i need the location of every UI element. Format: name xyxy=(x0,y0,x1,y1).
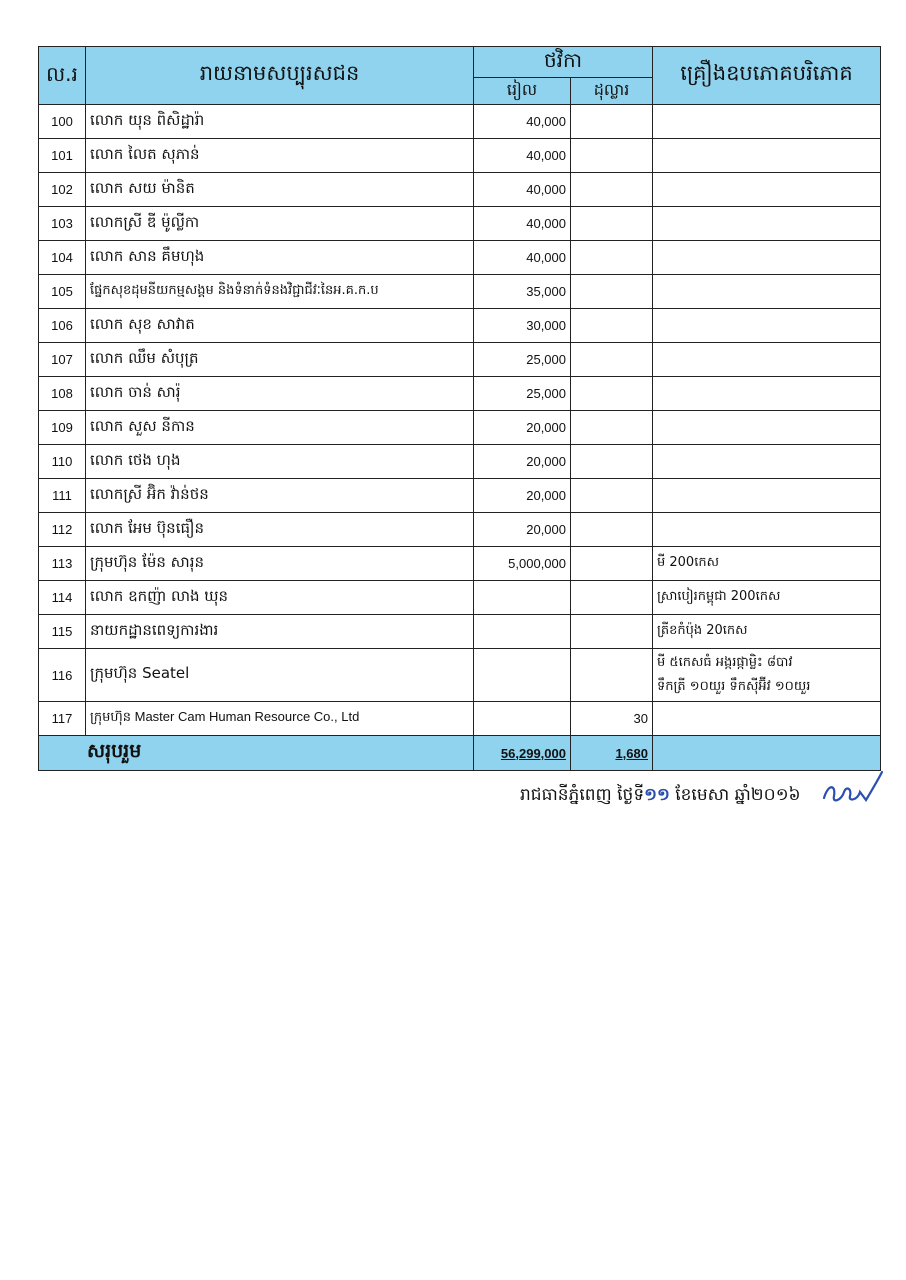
donor-name: លោក អែម ប៊ុនធឿន xyxy=(86,513,474,547)
goods-line: មី ៥កេសធំ អង្ករផ្កាម្លិះ ៨បាវ xyxy=(657,655,793,670)
donor-name: លោក លៃត សុភាន់ xyxy=(86,139,474,173)
total-row xyxy=(39,736,881,771)
amount-usd xyxy=(571,343,653,377)
donor-name: លោក ឧកញ៉ា លាង ឃុន xyxy=(86,581,474,615)
goods-donated xyxy=(653,309,881,343)
amount-usd xyxy=(571,377,653,411)
table-row xyxy=(39,702,881,736)
amount-riel: 25,000 xyxy=(474,343,571,377)
table-row xyxy=(39,649,881,702)
amount-riel: 20,000 xyxy=(474,411,571,445)
goods-donated xyxy=(653,479,881,513)
donor-name: លោក ថេង ហុង xyxy=(86,445,474,479)
row-number: 106 xyxy=(39,309,86,343)
row-number: 116 xyxy=(39,649,86,702)
total-label: សរុបរួម xyxy=(39,736,474,771)
donor-table-sheet xyxy=(38,46,881,771)
table-row xyxy=(39,377,881,411)
amount-riel: 40,000 xyxy=(474,139,571,173)
amount-usd xyxy=(571,173,653,207)
goods-donated xyxy=(653,343,881,377)
donor-name: លោក ឈឹម សំបុត្រ xyxy=(86,343,474,377)
goods-donated xyxy=(653,445,881,479)
goods-donated xyxy=(653,513,881,547)
amount-riel xyxy=(474,615,571,649)
amount-usd xyxy=(571,649,653,702)
amount-usd xyxy=(571,309,653,343)
table-row xyxy=(39,173,881,207)
table-row xyxy=(39,513,881,547)
amount-riel: 20,000 xyxy=(474,513,571,547)
header-usd: ដុល្លារ xyxy=(571,78,653,105)
row-number: 115 xyxy=(39,615,86,649)
amount-riel: 20,000 xyxy=(474,479,571,513)
row-number: 113 xyxy=(39,547,86,581)
handwritten-signature-icon xyxy=(820,770,890,810)
donor-name: ក្រុមហ៊ុន Seatel xyxy=(86,649,474,702)
table-row xyxy=(39,615,881,649)
amount-usd xyxy=(571,241,653,275)
donor-name: លោក សយ ម៉ានិត xyxy=(86,173,474,207)
row-number: 102 xyxy=(39,173,86,207)
goods-donated xyxy=(653,411,881,445)
table-row xyxy=(39,139,881,173)
table-row xyxy=(39,309,881,343)
amount-riel: 30,000 xyxy=(474,309,571,343)
table-row xyxy=(39,581,881,615)
total-usd: 1,680 xyxy=(571,736,653,771)
donor-name: លោក សួស នីកាន xyxy=(86,411,474,445)
goods-donated: មី 200កេស xyxy=(653,547,881,581)
row-number: 104 xyxy=(39,241,86,275)
goods-line: ទឹកត្រី ១០យួរ ទឹកស៊ីអ៊ីវ ១០យួរ xyxy=(657,679,811,694)
row-number: 114 xyxy=(39,581,86,615)
goods-donated xyxy=(653,241,881,275)
goods-donated xyxy=(653,649,881,702)
amount-usd xyxy=(571,513,653,547)
row-number: 101 xyxy=(39,139,86,173)
amount-usd xyxy=(571,581,653,615)
amount-usd xyxy=(571,105,653,139)
row-number: 107 xyxy=(39,343,86,377)
donor-name: ក្រុមហ៊ុន ម៉ែន សារុន xyxy=(86,547,474,581)
goods-donated xyxy=(653,173,881,207)
amount-riel: 5,000,000 xyxy=(474,547,571,581)
amount-riel: 40,000 xyxy=(474,241,571,275)
amount-riel: 35,000 xyxy=(474,275,571,309)
table-row xyxy=(39,479,881,513)
donor-name: លោកស្រី អ៊ិក វ៉ាន់ថន xyxy=(86,479,474,513)
donor-name: នាយកដ្ឋានពេទ្យការងារ xyxy=(86,615,474,649)
total-riel: 56,299,000 xyxy=(474,736,571,771)
total-goods xyxy=(653,736,881,771)
amount-usd: 30 xyxy=(571,702,653,736)
table-row xyxy=(39,241,881,275)
table-row xyxy=(39,445,881,479)
row-number: 111 xyxy=(39,479,86,513)
donor-name: លោក សុខ សាវាត xyxy=(86,309,474,343)
amount-riel xyxy=(474,649,571,702)
amount-riel: 20,000 xyxy=(474,445,571,479)
row-number: 108 xyxy=(39,377,86,411)
row-number: 100 xyxy=(39,105,86,139)
amount-usd xyxy=(571,207,653,241)
amount-riel: 40,000 xyxy=(474,207,571,241)
row-number: 109 xyxy=(39,411,86,445)
donor-table xyxy=(38,46,881,771)
table-row xyxy=(39,411,881,445)
header-cash: ថវិកា xyxy=(474,47,653,78)
donor-name: លោក សាន គឹមហុង xyxy=(86,241,474,275)
row-number: 112 xyxy=(39,513,86,547)
goods-donated xyxy=(653,207,881,241)
header-riel: រៀល xyxy=(474,78,571,105)
amount-usd xyxy=(571,547,653,581)
amount-riel xyxy=(474,702,571,736)
amount-usd xyxy=(571,615,653,649)
amount-usd xyxy=(571,139,653,173)
amount-usd xyxy=(571,411,653,445)
row-number: 117 xyxy=(39,702,86,736)
table-row xyxy=(39,547,881,581)
header-name: រាយនាមសប្បុរសជន xyxy=(86,47,474,105)
amount-riel: 40,000 xyxy=(474,173,571,207)
goods-donated xyxy=(653,275,881,309)
donor-name: លោក យុន ពិសិដ្ឋារ៉ា xyxy=(86,105,474,139)
amount-usd xyxy=(571,479,653,513)
goods-donated: ស្រាបៀរកម្ពុជា 200កេស xyxy=(653,581,881,615)
goods-donated: ត្រីខកំប៉ុង 20កេស xyxy=(653,615,881,649)
amount-riel: 40,000 xyxy=(474,105,571,139)
place-date-suffix: ខែមេសា ឆ្នាំ២០១៦ xyxy=(669,785,801,805)
donor-name: លោក ចាន់ សារ៉ុ xyxy=(86,377,474,411)
table-row xyxy=(39,343,881,377)
amount-riel: 25,000 xyxy=(474,377,571,411)
amount-usd xyxy=(571,275,653,309)
table-row xyxy=(39,207,881,241)
donor-name: លោកស្រី ឌី ម៉ូលី្លកា xyxy=(86,207,474,241)
amount-usd xyxy=(571,445,653,479)
date-day: ១១ xyxy=(644,785,670,805)
goods-donated xyxy=(653,139,881,173)
header-no: ល.រ xyxy=(39,47,86,105)
goods-donated xyxy=(653,105,881,139)
amount-riel xyxy=(474,581,571,615)
place-date-prefix: រាជធានីភ្នំពេញ ថ្ងៃទី xyxy=(520,785,645,805)
table-row xyxy=(39,105,881,139)
row-number: 110 xyxy=(39,445,86,479)
table-row xyxy=(39,275,881,309)
row-number: 105 xyxy=(39,275,86,309)
goods-donated xyxy=(653,377,881,411)
header-goods: គ្រឿងឧបភោគបរិភោគ xyxy=(653,47,881,105)
goods-donated xyxy=(653,702,881,736)
row-number: 103 xyxy=(39,207,86,241)
donor-name: ផ្នែកសុខដុមនីយកម្មសង្គម និងទំនាក់ទំនងវិជ្ជាជីវៈនៃអ.គ.ក.ប xyxy=(86,275,474,309)
donor-name: ក្រុមហ៊ុន Master Cam Human Resource Co., Ltd xyxy=(86,702,474,736)
